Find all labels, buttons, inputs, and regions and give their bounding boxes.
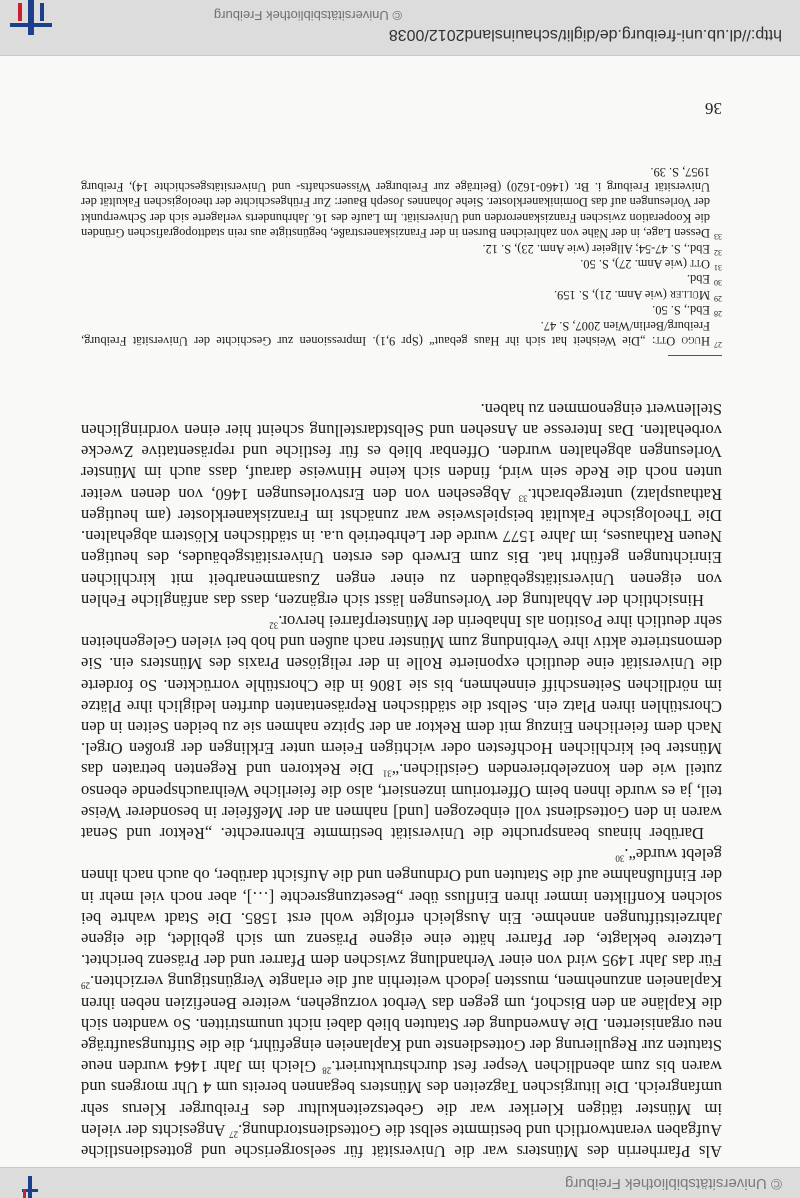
paragraph-3: Hinsichtlich der Abhaltung der Vorlesungen lässt sich ergänzen, dass das anfängliche Fehlen von eigenen Universitätsgebäuden zu einer engen Zusammenarbeit mit kirchlichen Einrichtungen geführt hat. Bis zum Erwerb des ersten Universitätsgebäudes, des heutigen Neuen Rathauses, im Jahre 1577 wurde der Lehrbetrieb u.a. in städtischen Klöstern abgehalten. Die Theologische Fakultät beispielsweise war zunächst im Franziskanerkloster (am heutigen Rathausplatz) untergebracht.$^{33}$ Abgesehen von den Erstvorlesungen 1460, von denen weiter unten noch die Rede sein wird, finden sich keine Hinweise darauf, dass auch im Münster Vorlesungen abgehalten wurden. Offenbar blieb es für festliche und repräsentative Zwecke vorbehalten. Das Interesse an Ansehen und Selbstdarstellung scheint hier einen vordringlichen Stellenwert eingenommen zu haben. <box>81 399 722 610</box>
header-credit: © Universitätsbibliothek Freiburg <box>565 1175 782 1192</box>
footnote-ref: 31 <box>382 768 392 779</box>
footer-band <box>0 0 800 56</box>
permalink-url[interactable]: http://dl.ub.uni-freiburg.de/diglit/schauinsland2012/0038 <box>388 26 782 43</box>
footnote: 33Dessen Lage, in der Nähe von zahlreichen Bursen in der Franziskanerstraße, begünstigte aus rein stadttopografischen Gründen die Kooperation zwischen Franziskanerorden und Universität. Im Laufe des 16. Jahrhunderts verlagerte sich der Schwerpunkt der Vorlesungen auf das Dominikanerkloster. Siehe Johannes Joseph Bauer: Zur Frühgeschichte der theologischen Fakultät der Universität Freiburg i. Br. (1460-1620) (Beiträge zur Freiburger Wissenschafts- und Universitätsgeschichte 14), Freiburg 1957, S. 39. <box>81 164 722 242</box>
footnote: 30Ebd. <box>686 272 722 288</box>
footnotes <box>81 163 722 348</box>
body-text <box>81 399 722 1162</box>
footnote-ref: 32 <box>269 620 279 631</box>
footer-credit: © Universitätsbibliothek Freiburg <box>213 8 402 23</box>
footnote-ref: 30 <box>615 853 625 864</box>
footnote: 27Hugo Ott: „Die Weisheit hat sich ihr Haus gebaut“ (Spr 9,1). Impressionen zur Geschichte der Universität Freiburg, Freiburg/Berlin/Wien 2007, S. 47. <box>81 318 722 350</box>
ub-freiburg-logo-icon <box>22 1168 38 1198</box>
footnote-ref: 27 <box>229 1129 239 1140</box>
footnote: 31Ott (wie Anm. 27), S. 50. <box>580 256 722 273</box>
paragraph-1: Als Pfarrherrin des Münsters war die Universität für seelsorgerische und gottesdienstliche Aufgaben verantwortlich und bestimmte selbst die Gottesdienstordnung.$^{27}$ Angesichts der vielen im Münster tätigen Kleriker war die Gebetszeitenkultur des Freiburger Klerus sehr umfangreich. Die liturgischen Tagzeiten des Münsters begannen bereits um 4 Uhr morgens und waren bis zum abendlichen Vesper fest durchstrukturiert.$^{28}$ Gleich im Jahr 1464 wurden neue Statuten zur Regulierung der Gottesdienste und Kaplaneien eingeführt, die die Stiftungsaufträge neu organisierten. Die Anwendung der Statuten blieb dabei nicht unumstritten. So wandten sich die Kapläne an den Bischof, um gegen das Verbot vorzugehen, weitere Benefizien neben ihren Kaplaneien anzunehmen, mussten jedoch weiterhin auf die erlangte Vergünstigung verzichten.$^{29}$ Für das Jahr 1495 wird von einer Verhandlung zwischen dem Pfarrer und der Präsenz berichtet. Letztere beklagte, der Pfarrer hätte eine eigene Präsenz um sich gebildet, die eigene Jahrzeitstiftungen annehme. Ein Ausgleich erfolgte wohl erst 1585. Die Stadt wahrte bei solchen Konflikten immer ihren Einfluss über „Besetzungsrechte […], aber noch viel mehr in der Einflußnahme auf die Statuten und Ordnungen und die Aufsicht darüber, ob auch nach ihnen gelebt wurde“.$^{30}$ <box>81 845 722 1161</box>
ub-freiburg-logo-icon <box>10 0 52 41</box>
footnote-ref: 28 <box>322 1065 332 1076</box>
footnote: 29Müller (wie Anm. 21), S. 159. <box>553 287 722 303</box>
footnote: 32Ebd., S. 47-54; Allgeier (wie Anm. 23), S. 12. <box>482 241 722 257</box>
page-number: 36 <box>705 99 722 118</box>
footnote-divider <box>668 355 722 356</box>
footnote: 28Ebd., S. 50. <box>652 303 722 319</box>
paragraph-2: Darüber hinaus beanspruchte die Universität bestimmte Ehrenrechte. „Rektor und Senat waren in den Gottesdienst voll einbezogen [und] nahmen an der Meßfeier in besonderer Weise teil, ja es wurde ihnen beim Offertorium inzensiert, also die feierliche Weihrauchspende ebenso zuteil wie den konzelebrierenden Geistlichen.“$^{31}$ Die Rektoren und Regenten betraten das Münster bei kirchlichen Hochfesten oder wichtigen Feiern unter Erklingen der großen Orgel. Nach dem feierlichen Einzug mit dem Rektor an der Spitze nahmen sie zu beiden Seiten in den Chorstühlen ihren Platz ein. Selbst die städtischen Repräsentanten durften lediglich ihre Plätze im nördlichen Seitenschiff einnehmen, bis sie 1806 in die Chorstühle vorrückten. So forderte die Universität eine deutlich exponierte Rolle in der religiösen Praxis des Münsters ein. Sie demonstrierte aktiv ihre Verbindung zum Münster nach außen und hob bei vielen Gelegenheiten sehr deutlich ihre Position als Inhaberin der Münsterpfarrei hervor.$^{32}$ <box>81 611 722 843</box>
header-band <box>0 1167 800 1198</box>
footnote-ref: 33 <box>518 493 528 504</box>
footnote-ref: 29 <box>81 980 90 991</box>
